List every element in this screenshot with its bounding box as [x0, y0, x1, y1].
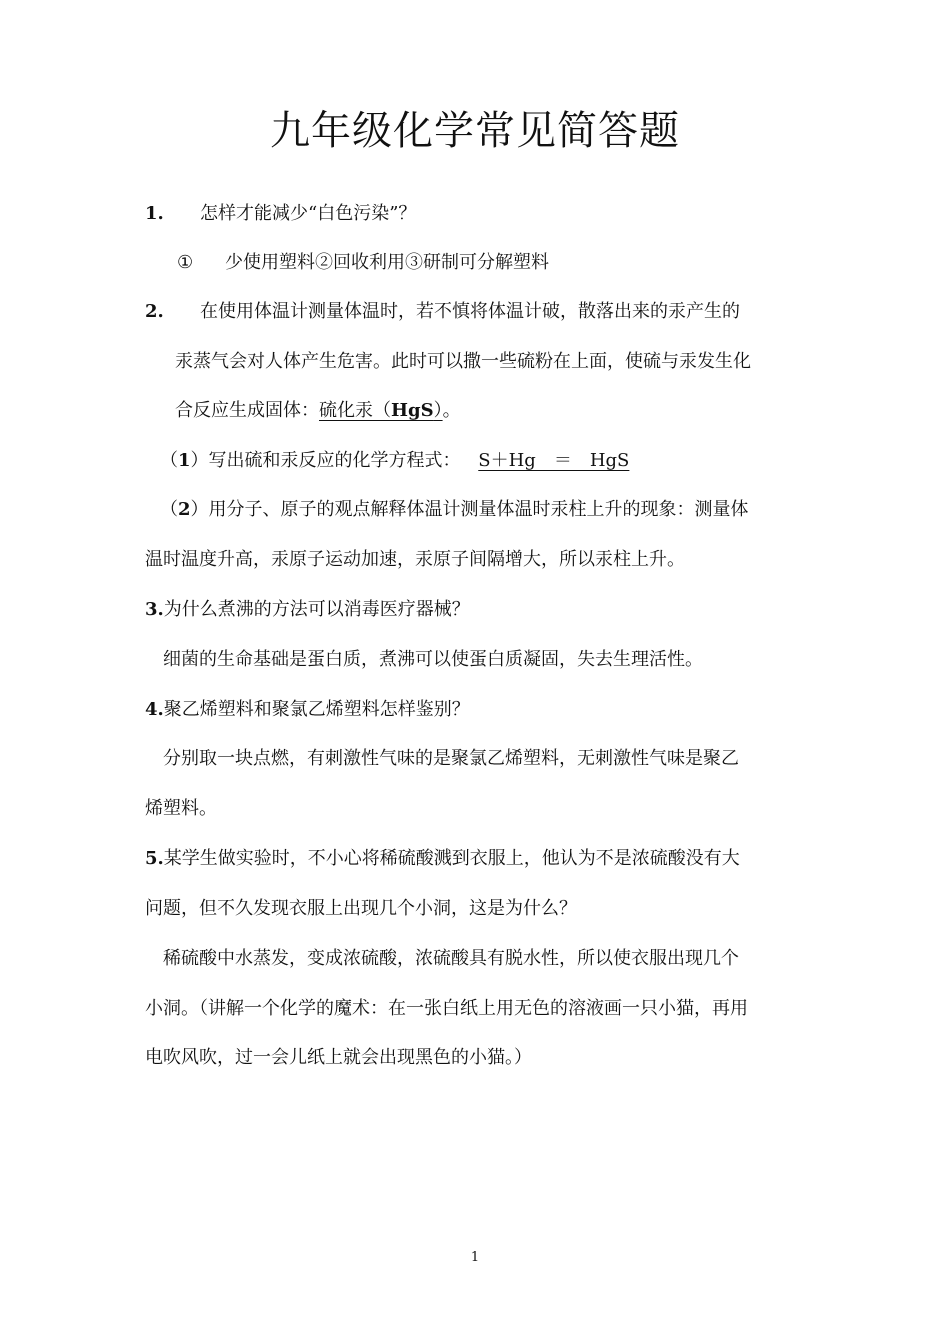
q2-sub2-text-2: 温时温度升高，汞原子运动加速，汞原子间隔增大，所以汞柱上升。 [145, 549, 685, 570]
q4-answer-1: 分别取一块点燃，有刺激性气味的是聚氯乙烯塑料，无刺激性气味是聚乙 [163, 748, 739, 769]
q2-text-3-prefix: 合反应生成固体： [175, 400, 319, 421]
q2-sub1-line [160, 448, 825, 474]
q2-text-1: 在使用体温计测量体温时，若不慎将体温计破，散落出来的汞产生的 [200, 301, 740, 322]
q4-answer-2: 烯塑料。 [145, 798, 217, 819]
q3-question-line [145, 597, 810, 623]
q2-sub1-number: 1 [178, 450, 191, 471]
q2-line-1 [145, 299, 810, 325]
q2-number: 2. [145, 301, 164, 322]
q2-text-3-end: 。 [442, 400, 461, 421]
q1-number: 1. [145, 203, 164, 224]
q2-compound-formula: HgS [391, 400, 434, 421]
q2-sub2-line-2 [145, 547, 810, 573]
q3-answer: 细菌的生命基础是蛋白质，煮沸可以使蛋白质凝固，失去生理活性。 [163, 649, 703, 670]
q5-answer-2: 小洞。（讲解一个化学的魔术：在一张白纸上用无色的溶液画一只小猫，再用 [145, 998, 748, 1019]
q2-line-3 [175, 398, 840, 424]
q2-sub2-text-1: ）用分子、原子的观点解释体温计测量体温时汞柱上升的现象：测量体 [190, 499, 749, 520]
q2-sub1-text: ）写出硫和汞反应的化学方程式： [190, 450, 461, 471]
page-number: 1 [470, 1250, 480, 1265]
q1-answer-marker: ① [177, 252, 194, 273]
q5-number: 5. [145, 848, 164, 869]
q2-line-2 [175, 349, 840, 375]
q4-answer-line-1 [163, 746, 828, 772]
q1-question: 怎样才能减少“白色污染”？ [200, 203, 417, 224]
q5-question-1: 某学生做实验时，不小心将稀硫酸溅到衣服上，他认为不是浓硫酸没有大 [163, 848, 740, 869]
q5-answer-3: 电吹风吹，过一会儿纸上就会出现黑色的小猫。） [145, 1047, 532, 1068]
q5-answer-line-2 [145, 996, 810, 1022]
q4-answer-line-2 [145, 796, 810, 822]
q2-sub1-open: （ [160, 450, 178, 471]
q4-question-line [145, 697, 810, 723]
q3-number: 3. [145, 599, 164, 620]
q5-answer-1: 稀硫酸中水蒸发，变成浓硫酸，浓硫酸具有脱水性，所以使衣服出现几个 [163, 948, 739, 969]
q2-sub2-open: （ [160, 499, 178, 520]
q3-answer-line [163, 647, 828, 673]
q4-question: 聚乙烯塑料和聚氯乙烯塑料怎样鉴别？ [163, 699, 470, 720]
q2-text-2: 汞蒸气会对人体产生危害。此时可以撒一些硫粉在上面，使硫与汞发生化 [175, 351, 751, 372]
q5-question-line-2 [145, 896, 810, 922]
q2-sub2-line-1 [160, 497, 810, 523]
q5-question-line-1 [145, 846, 810, 872]
q1-answer-line [177, 250, 842, 276]
q3-question: 为什么煮沸的方法可以消毒医疗器械？ [163, 599, 470, 620]
q1-answer: 少使用塑料②回收利用③研制可分解塑料 [225, 252, 549, 273]
q2-equation: S＋Hg ＝ HgS [478, 450, 630, 471]
q1-question-line [145, 201, 810, 227]
q5-answer-line-1 [163, 946, 828, 972]
q2-compound-name: 硫化汞（ [319, 400, 391, 421]
q2-compound [319, 400, 443, 421]
q5-answer-line-3 [145, 1045, 810, 1071]
q2-sub2-number: 2 [178, 499, 191, 520]
page-title: 九年级化学常见简答题 [270, 108, 680, 154]
q2-compound-close: ） [433, 400, 443, 421]
q4-number: 4. [145, 699, 164, 720]
q5-question-2: 问题，但不久发现衣服上出现几个小洞，这是为什么？ [145, 898, 577, 919]
